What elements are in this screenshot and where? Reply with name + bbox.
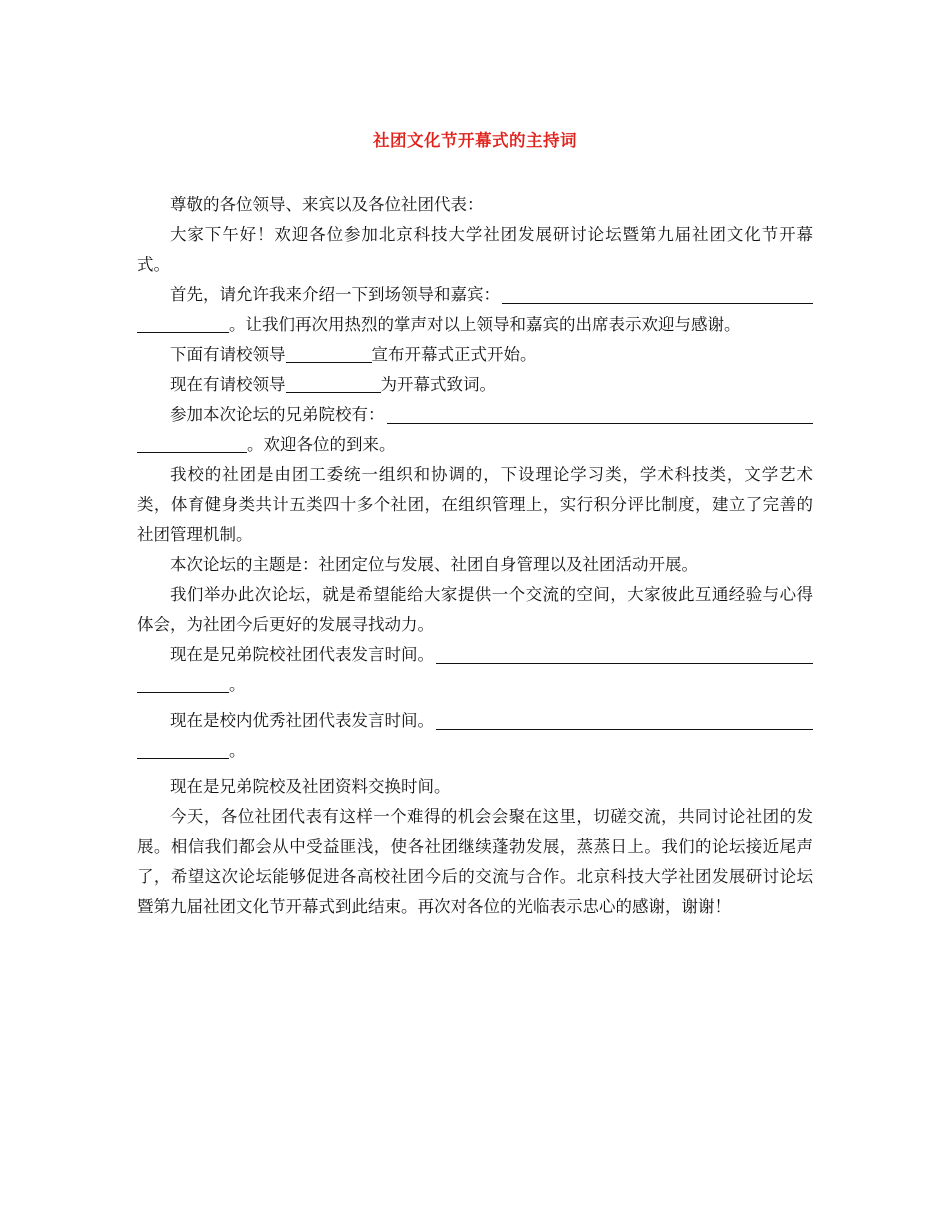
paragraph-home-speech-line-1 xyxy=(137,706,813,736)
paragraph-intro-line-2 xyxy=(137,310,813,340)
schools-blank-2 xyxy=(137,434,247,453)
paragraph-guest-speech-line-2 xyxy=(137,670,813,700)
paragraph-announce xyxy=(137,340,813,370)
paragraph-welcome: 大家下午好！欢迎各位参加北京科技大学社团发展研讨论坛暨第九届社团文化节开幕式。 xyxy=(137,225,813,274)
paragraph-greeting: 尊敬的各位领导、来宾以及各位社团代表： xyxy=(170,195,484,214)
document-body xyxy=(137,190,813,922)
guest-speech-period: 。 xyxy=(229,675,246,694)
speech-text-b: 为开幕式致词。 xyxy=(380,375,496,394)
home-speech-blank-2 xyxy=(137,740,229,759)
paragraph-schools-line-1 xyxy=(137,400,813,430)
paragraph-home-speech-line-2 xyxy=(137,736,813,766)
paragraph-intro-line-1 xyxy=(137,280,813,310)
intro-blank-2 xyxy=(137,314,229,333)
guest-speech-text: 现在是兄弟院校社团代表发言时间。 xyxy=(170,645,434,664)
paragraph-guest-speech-line-1 xyxy=(137,640,813,670)
paragraph-speech xyxy=(137,370,813,400)
intro-blank xyxy=(502,285,813,304)
schools-text: 参加本次论坛的兄弟院校有： xyxy=(170,405,385,424)
speech-text-a: 现在有请校领导 xyxy=(170,375,286,394)
home-speech-text: 现在是校内优秀社团代表发言时间。 xyxy=(170,711,434,730)
announce-text-b: 宣布开幕式正式开始。 xyxy=(371,345,537,364)
announce-blank xyxy=(286,344,372,363)
guest-speech-blank-2 xyxy=(137,674,229,693)
paragraph-schools-line-2 xyxy=(137,430,813,460)
speech-blank xyxy=(286,374,381,393)
intro-end-text: 。让我们再次用热烈的掌声对以上领导和嘉宾的出席表示欢迎与感谢。 xyxy=(229,315,741,334)
schools-end-text: 。欢迎各位的到来。 xyxy=(247,435,396,454)
home-speech-period: 。 xyxy=(229,741,246,760)
guest-speech-blank xyxy=(436,645,813,664)
announce-text-a: 下面有请校领导 xyxy=(170,345,286,364)
paragraph-theme: 本次论坛的主题是：社团定位与发展、社团自身管理以及社团活动开展。 xyxy=(170,555,698,574)
paragraph-closing: 今天，各位社团代表有这样一个难得的机会会聚在这里，切磋交流，共同讨论社团的发展。相信我们都会从中受益匪浅，使各社团继续蓬勃发展，蒸蒸日上。我们的论坛接近尾声了，希望这次论坛能够促进各高校社团今后的交流与合作。北京科技大学社团发展研讨论坛暨第九届社团文化节开幕式到此结束。再次对各位的光临表示忠心的感谢，谢谢！ xyxy=(137,807,813,916)
schools-blank xyxy=(387,405,814,424)
home-speech-blank xyxy=(436,711,813,730)
intro-text: 首先，请允许我来介绍一下到场领导和嘉宾： xyxy=(170,285,500,304)
paragraph-exchange: 现在是兄弟院校及社团资料交换时间。 xyxy=(170,777,451,796)
document-title: 社团文化节开幕式的主持词 xyxy=(373,131,577,150)
paragraph-purpose: 我们举办此次论坛，就是希望能给大家提供一个交流的空间，大家彼此互通经验与心得体会，为社团今后更好的发展寻找动力。 xyxy=(137,585,813,634)
paragraph-clubs: 我校的社团是由团工委统一组织和协调的，下设理论学习类，学术科技类，文学艺术类，体育健身类共计五类四十多个社团，在组织管理上，实行积分评比制度，建立了完善的社团管理机制。 xyxy=(137,465,813,544)
